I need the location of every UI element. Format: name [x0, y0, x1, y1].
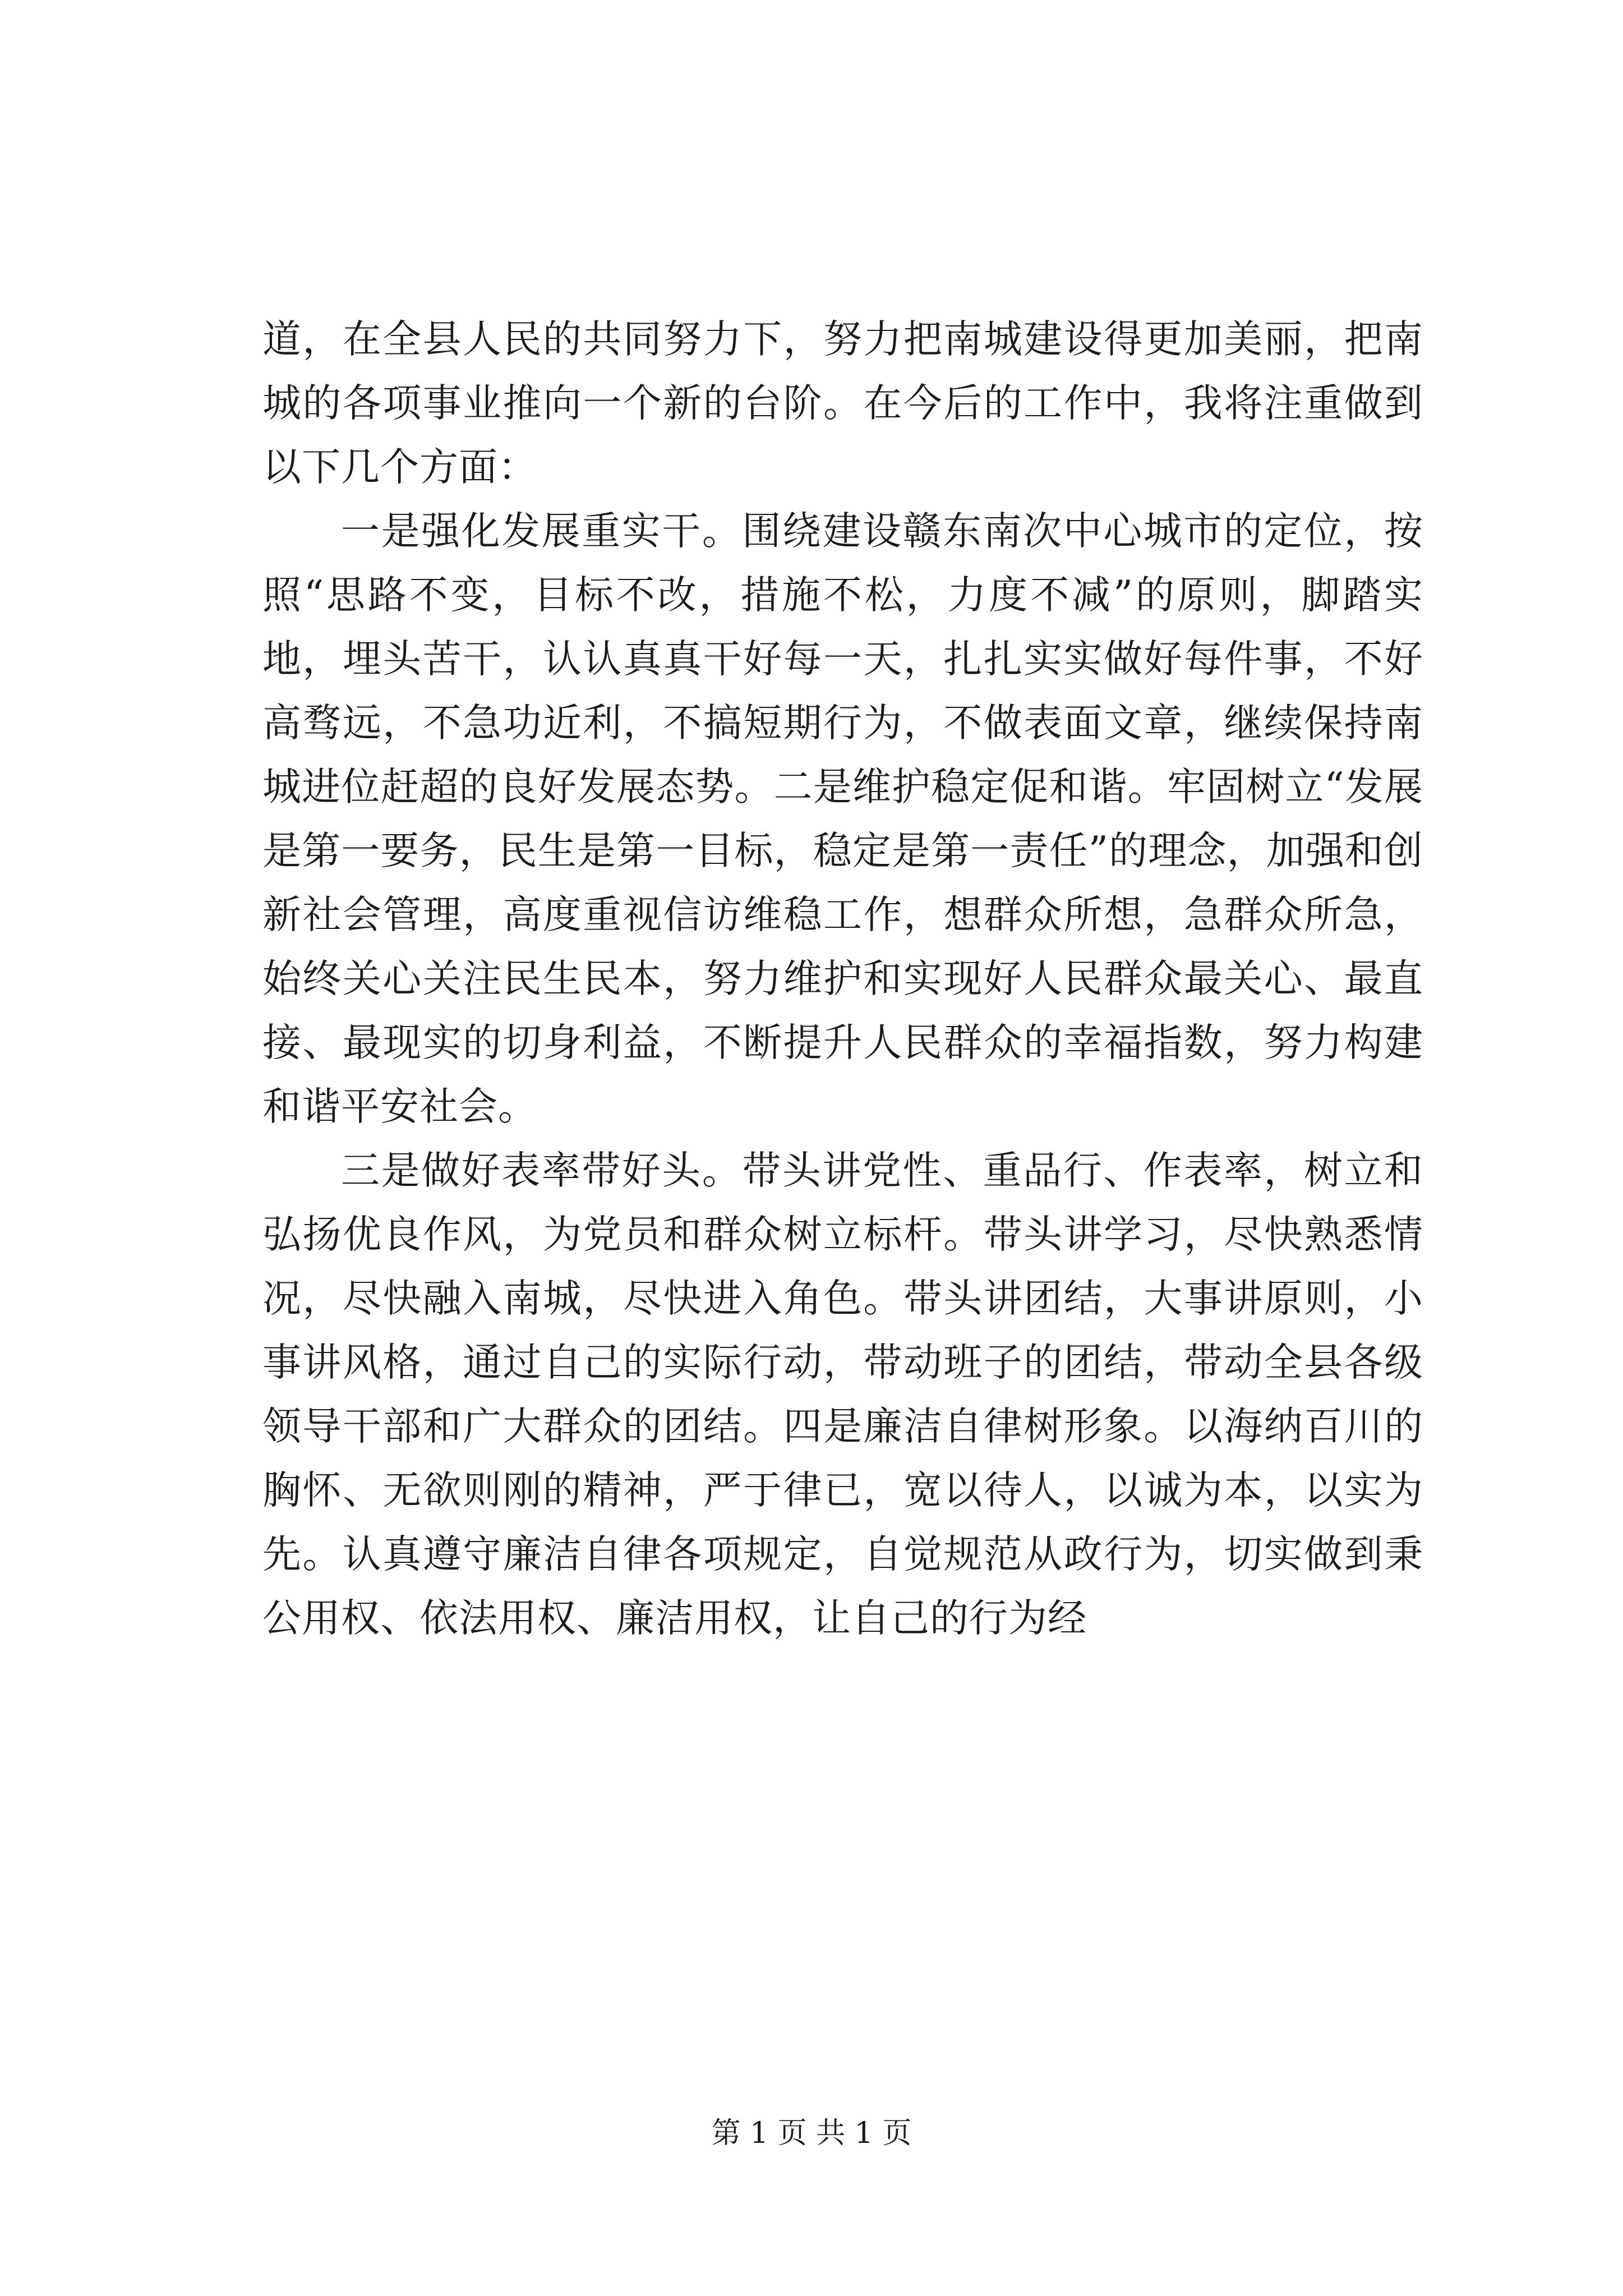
document-body	[262, 307, 1423, 1650]
page-footer: 第 1 页 共 1 页	[711, 2116, 912, 2150]
paragraph-points-three-four: 三是做好表率带好头。带头讲党性、重品行、作表率，树立和弘扬优良作风，为党员和群众树立标杆。带头讲学习，尽快熟悉情况，尽快融入南城，尽快进入角色。带头讲团结，大事讲原则，小事讲风格，通过自己的实际行动，带动班子的团结，带动全县各级领导干部和广大群众的团结。四是廉洁自律树形象。以海纳百川的胸怀、无欲则刚的精神，严于律已，宽以待人，以诚为本，以实为先。认真遵守廉洁自律各项规定，自觉规范从政行为，切实做到秉公用权、依法用权、廉洁用权，让自己的行为经	[262, 1148, 1423, 1641]
paragraph-continuation: 道，在全县人民的共同努力下，努力把南城建设得更加美丽，把南城的各项事业推向一个新的台阶。在今后的工作中，我将注重做到以下几个方面：	[262, 317, 1423, 490]
paragraph-points-one-two: 一是强化发展重实干。围绕建设赣东南次中心城市的定位，按照“思路不变，目标不改，措施不松，力度不减”的原则，脚踏实地，埋头苦干，认认真真干好每一天，扎扎实实做好每件事，不好高骛远，不急功近利，不搞短期行为，不做表面文章，继续保持南城进位赶超的良好发展态势。二是维护稳定促和谐。牢固树立“发展是第一要务，民生是第一目标，稳定是第一责任”的理念，加强和创新社会管理，高度重视信访维稳工作，想群众所想，急群众所急，始终关心关注民生民本，努力维护和实现好人民群众最关心、最直接、最现实的切身利益，不断提升人民群众的幸福指数，努力构建和谐平安社会。	[262, 509, 1423, 1129]
